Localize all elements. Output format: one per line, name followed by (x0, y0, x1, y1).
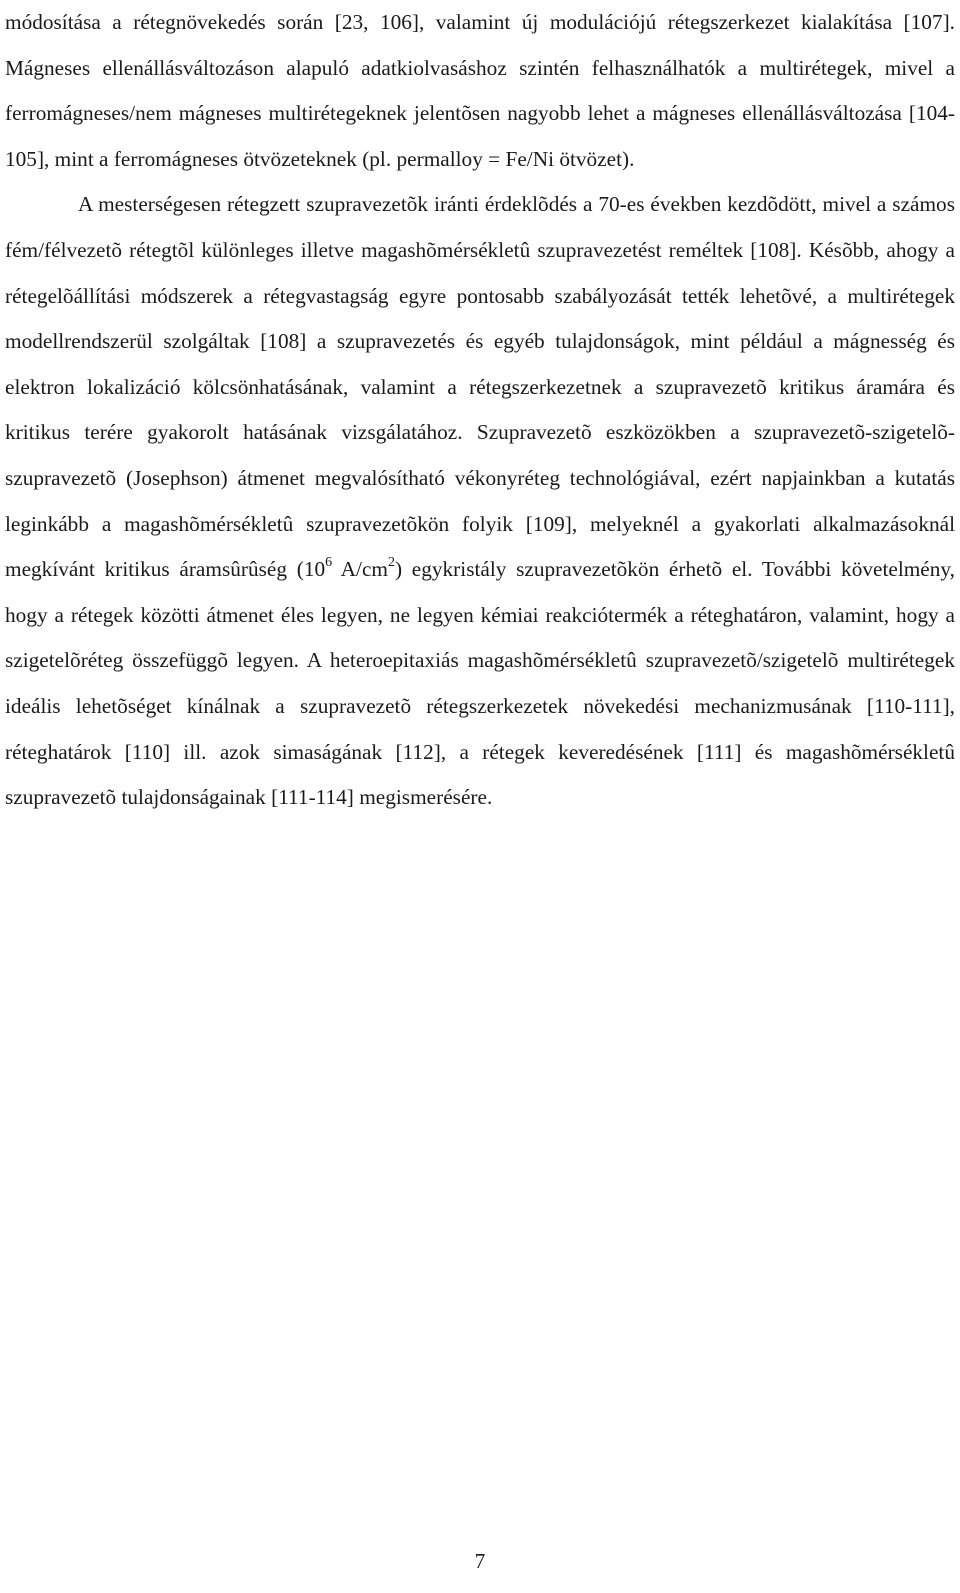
page-number: 7 (474, 1549, 486, 1573)
paragraph-2-part-2: A/cm (332, 557, 388, 582)
paragraph-2 (5, 182, 955, 820)
paragraph-2-part-1: A mesterségesen rétegzett szupravezetõk iránti érdeklõdés a 70-es években kezdõdött, mivel a számos fém/félvezetõ rétegtõl különleges illetve magashõmérsékletû szupravezetést reméltek [108]. Késõbb, ahogy a rétegelõállítási módszerek a rétegvastagság egyre pontosabb szabályozását tették lehetõvé, a multirétegek modellrendszerül szolgáltak [108] a szupravezetés és egyéb tulajdonságok, mint például a mágnesség és elektron lokalizáció kölcsönhatásának, valamint a rétegszerkezetnek a szupravezetõ kritikus áramára és kritikus terére gyakorolt hatásának vizsgálatához. Szupravezetõ eszközökben a szupravezetõ-szigetelõ-szupravezetõ (Josephson) átmenet megvalósítható vékonyréteg technológiával, ezért napjainkban a kutatás leginkább a magashõmérsékletû szupravezetõkön folyik [109], melyeknél a gyakorlati alkalmazásoknál megkívánt kritikus áramsûrûség (10 (5, 192, 955, 582)
paragraph-2-part-3: ) egykristály szupravezetõkön érhetõ el. További követelmény, hogy a rétegek közötti átmenet éles legyen, ne legyen kémiai reakciótermék a réteghatáron, valamint, hogy a szigetelõréteg összefüggõ legyen. A heteroepitaxiás magashõmérsékletû szupravezetõ/szigetelõ multirétegek ideális lehetõséget kínálnak a szupravezetõ rétegszerkezetek növekedési mechanizmusának [110-111], réteghatárok [110] ill. azok simaságának [112], a rétegek keveredésének [111] és magashõmérsékletû szupravezetõ tulajdonságainak [111-114] megismerésére. (5, 557, 956, 810)
paragraph-1: módosítása a rétegnövekedés során [23, 106], valamint új modulációjú rétegszerkezet kialakítása [107]. Mágneses ellenállásváltozáson alapuló adatkiolvasáshoz szintén felhasználhatók a multirétegek, mivel a ferromágneses/nem mágneses multirétegeknek jelentõsen nagyobb lehet a mágneses ellenállásváltozása [104-105], mint a ferromágneses ötvözeteknek (pl. permalloy = Fe/Ni ötvözet). (5, 10, 955, 171)
exponent-2: 2 (387, 555, 395, 571)
exponent-6: 6 (325, 555, 333, 571)
document-page (5, 0, 955, 821)
